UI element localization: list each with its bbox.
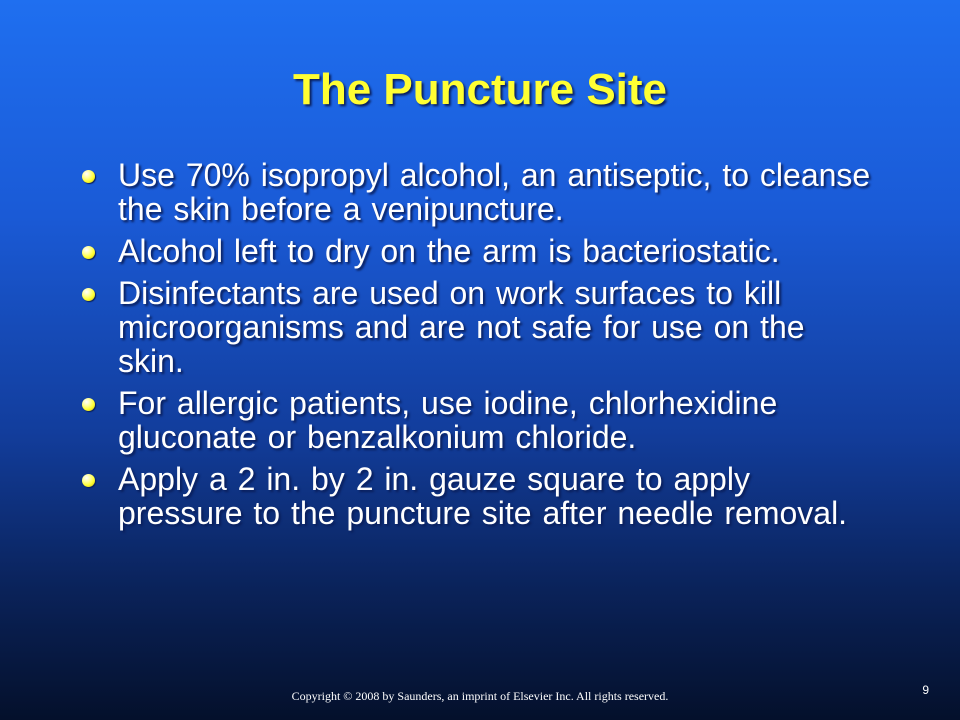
bullet-item bbox=[78, 234, 878, 268]
bullet-text: Apply a 2 in. by 2 in. gauze square to apply pressure to the puncture site after needle removal. bbox=[118, 461, 848, 531]
bullet-item bbox=[78, 158, 878, 226]
copyright-notice: Copyright © 2008 by Saunders, an imprint of Elsevier Inc. All rights reserved. bbox=[291, 689, 669, 703]
bullet-dot-icon bbox=[82, 170, 95, 183]
bullet-item bbox=[78, 386, 878, 454]
page-number: 9 bbox=[922, 683, 929, 697]
bullet-text: Use 70% isopropyl alcohol, an antiseptic, to cleanse the skin before a venipuncture. bbox=[118, 157, 871, 227]
bullet-item bbox=[78, 276, 878, 378]
bullet-item bbox=[78, 462, 878, 530]
bullet-text: Disinfectants are used on work surfaces to kill microorganisms and are not safe for use on the skin. bbox=[118, 275, 805, 379]
bullet-text: Alcohol left to dry on the arm is bacteriostatic. bbox=[118, 233, 780, 269]
slide-title: The Puncture Site bbox=[292, 65, 668, 114]
bullet-dot-icon bbox=[82, 288, 95, 301]
bullet-dot-icon bbox=[82, 398, 95, 411]
bullet-list bbox=[78, 158, 878, 538]
bullet-dot-icon bbox=[82, 474, 95, 487]
bullet-dot-icon bbox=[82, 246, 95, 259]
bullet-text: For allergic patients, use iodine, chlorhexidine gluconate or benzalkonium chloride. bbox=[118, 385, 778, 455]
